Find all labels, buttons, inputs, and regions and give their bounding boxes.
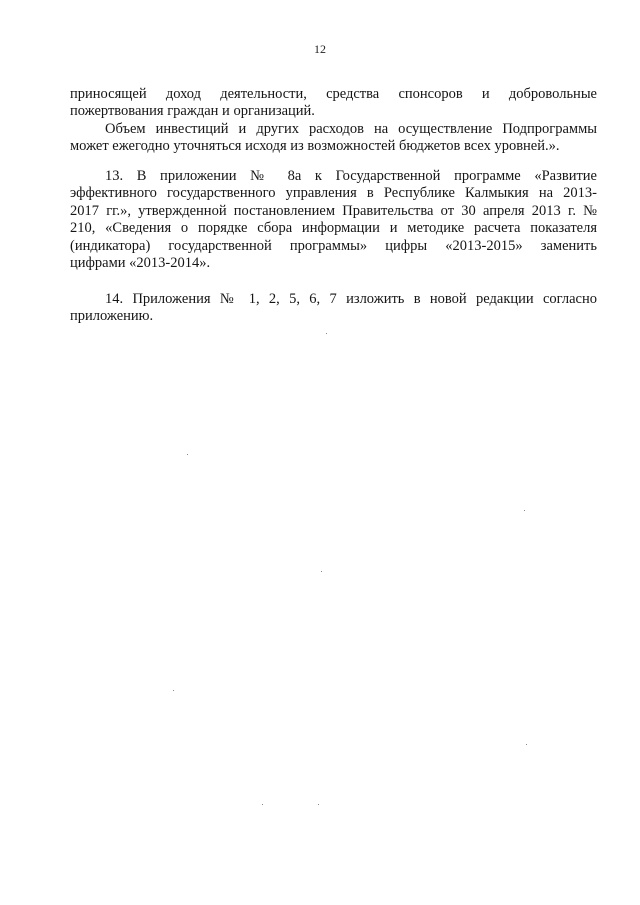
text-line: цифрами «2013-2014».	[70, 255, 211, 272]
text-line: приносящей доход деятельности, средства спонсоров и добровольные	[70, 86, 597, 102]
text-line: приложению.	[70, 308, 154, 325]
scan-speck	[173, 690, 174, 691]
text-line: Объем инвестиций и других расходов на осуществление Подпрограммы	[105, 121, 597, 137]
scan-speck	[187, 454, 188, 455]
scan-speck	[326, 333, 327, 334]
scan-speck	[526, 744, 527, 745]
scan-speck	[262, 804, 263, 805]
page-number: 12	[314, 42, 326, 56]
paragraph-funding-sources	[70, 86, 597, 121]
paragraph-item-14	[70, 291, 597, 326]
text-line: может ежегодно уточняться исходя из возможностей бюджетов всех уровней.».	[70, 138, 560, 155]
text-line: 2017 гг.», утвержденной постановлением Правительства от 30 апреля 2013 г. №	[70, 202, 597, 219]
paragraph-item-13	[70, 168, 597, 272]
text-line: пожертвования граждан и организаций.	[70, 103, 315, 120]
paragraph-investment-volume	[70, 121, 597, 156]
text-line: 13. В приложении № 8а к Государственной программе «Развитие	[105, 168, 597, 184]
scan-speck	[524, 510, 525, 511]
text-line: (индикатора) государственной программы» цифры «2013-2015» заменить	[70, 237, 597, 254]
text-line: 14. Приложения № 1, 2, 5, 6, 7 изложить в новой редакции согласно	[105, 291, 597, 307]
text-line: эффективного государственного управления в Республике Калмыкия на 2013-	[70, 185, 597, 202]
text-line: 210, «Сведения о порядке сбора информации и методике расчета показателя	[70, 220, 597, 237]
scan-speck	[318, 804, 319, 805]
scan-speck	[321, 571, 322, 572]
